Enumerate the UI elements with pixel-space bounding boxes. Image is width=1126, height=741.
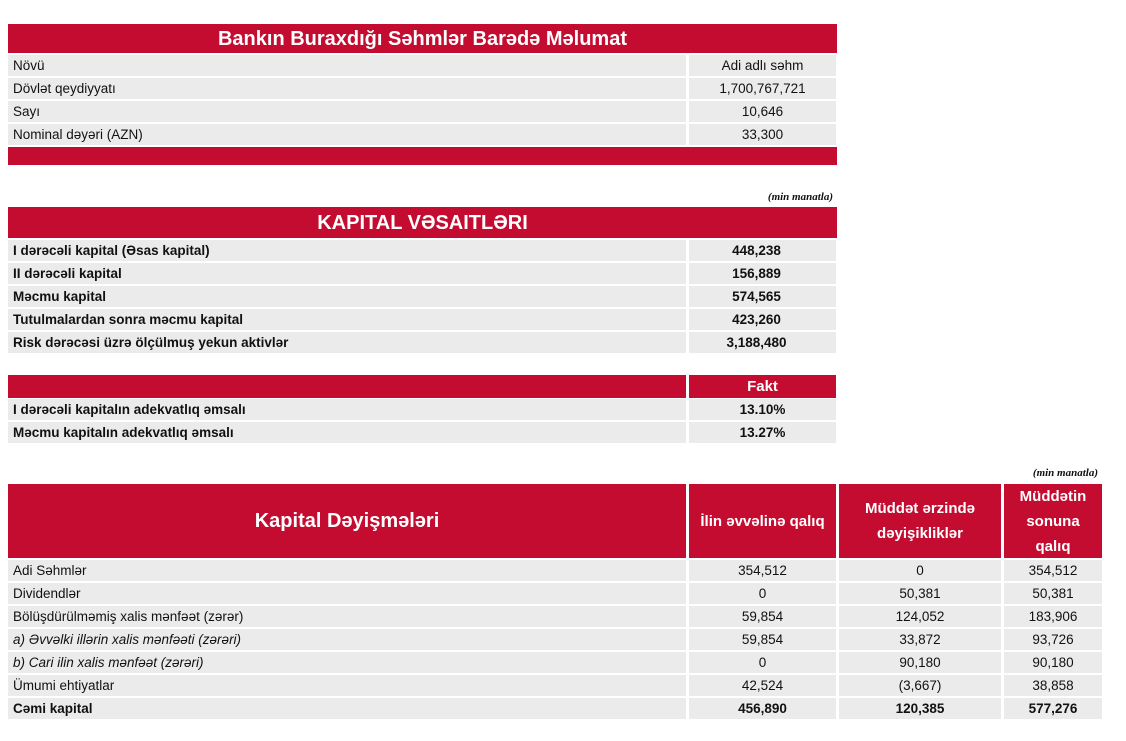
shares-row-label: Dövlət qeydiyyatı	[8, 78, 686, 99]
changes-row-change: 90,180	[839, 652, 1001, 673]
changes-row-change: 50,381	[839, 583, 1001, 604]
capital-row-label: I dərəcəli kapital (Əsas kapital)	[8, 240, 686, 261]
changes-row-change: 33,872	[839, 629, 1001, 650]
changes-row-end: 90,180	[1004, 652, 1102, 673]
capital-row-value: 574,565	[689, 286, 836, 307]
changes-row-end: 38,858	[1004, 675, 1102, 696]
capital-funds-unit-note: (min manatla)	[767, 191, 833, 203]
changes-row-change: 0	[839, 560, 1001, 581]
changes-row-start: 0	[689, 583, 836, 604]
adequacy-row-label: Məcmu kapitalın adekvatlıq əmsalı	[8, 422, 686, 443]
capital-row-label: Tutulmalardan sonra məcmu kapital	[8, 309, 686, 330]
changes-total-start: 456,890	[689, 698, 836, 719]
capital-changes-unit-note: (min manatla)	[1032, 467, 1098, 479]
shares-row-value: 33,300	[689, 124, 836, 145]
changes-row-end: 93,726	[1004, 629, 1102, 650]
changes-row-label: Dividendlər	[8, 583, 686, 604]
changes-row-label: Bölüşdürülməmiş xalis mənfəət (zərər)	[8, 606, 686, 627]
capital-row-value: 423,260	[689, 309, 836, 330]
column-header-changes: Müddət ərzində dəyişikliklər	[839, 484, 1001, 558]
shares-row-value: Adi adlı səhm	[689, 55, 836, 76]
changes-row-label: a) Əvvəlki illərin xalis mənfəəti (zərəri)	[8, 629, 686, 650]
changes-row-start: 0	[689, 652, 836, 673]
shares-info-title: Bankın Buraxdığı Səhmlər Barədə Məlumat	[8, 24, 837, 53]
adequacy-header-fakt: Fakt	[689, 375, 836, 398]
changes-row-label: Adi Səhmlər	[8, 560, 686, 581]
changes-total-end: 577,276	[1004, 698, 1102, 719]
capital-row-value: 448,238	[689, 240, 836, 261]
changes-row-end: 183,906	[1004, 606, 1102, 627]
capital-row-value: 3,188,480	[689, 332, 836, 353]
shares-row-value: 1,700,767,721	[689, 78, 836, 99]
changes-total-label: Cəmi kapital	[8, 698, 686, 719]
changes-total-change: 120,385	[839, 698, 1001, 719]
adequacy-row-value: 13.10%	[689, 399, 836, 420]
capital-row-label: II dərəcəli kapital	[8, 263, 686, 284]
column-header-start-balance: İlin əvvəlinə qalıq	[689, 484, 836, 558]
shares-row-label: Nominal dəyəri (AZN)	[8, 124, 686, 145]
changes-row-end: 354,512	[1004, 560, 1102, 581]
changes-row-end: 50,381	[1004, 583, 1102, 604]
shares-row-value: 10,646	[689, 101, 836, 122]
changes-row-start: 59,854	[689, 606, 836, 627]
shares-row-label: Növü	[8, 55, 686, 76]
changes-row-start: 42,524	[689, 675, 836, 696]
capital-row-value: 156,889	[689, 263, 836, 284]
changes-row-label: Ümumi ehtiyatlar	[8, 675, 686, 696]
adequacy-header-blank	[8, 375, 686, 398]
column-header-end-balance: Müddətin sonuna qalıq	[1004, 484, 1102, 558]
capital-row-label: Məcmu kapital	[8, 286, 686, 307]
adequacy-row-label: I dərəcəli kapitalın adekvatlıq əmsalı	[8, 399, 686, 420]
shares-row-label: Sayı	[8, 101, 686, 122]
changes-row-change: (3,667)	[839, 675, 1001, 696]
capital-changes-title: Kapital Dəyişmələri	[8, 484, 686, 558]
shares-footer-bar	[8, 147, 837, 165]
changes-row-start: 354,512	[689, 560, 836, 581]
adequacy-row-value: 13.27%	[689, 422, 836, 443]
capital-row-label: Risk dərəcəsi üzrə ölçülmuş yekun aktivlər	[8, 332, 686, 353]
changes-row-change: 124,052	[839, 606, 1001, 627]
changes-row-start: 59,854	[689, 629, 836, 650]
capital-funds-title: KAPITAL VƏSAITLƏRI	[8, 207, 837, 238]
changes-row-label: b) Cari ilin xalis mənfəət (zərəri)	[8, 652, 686, 673]
